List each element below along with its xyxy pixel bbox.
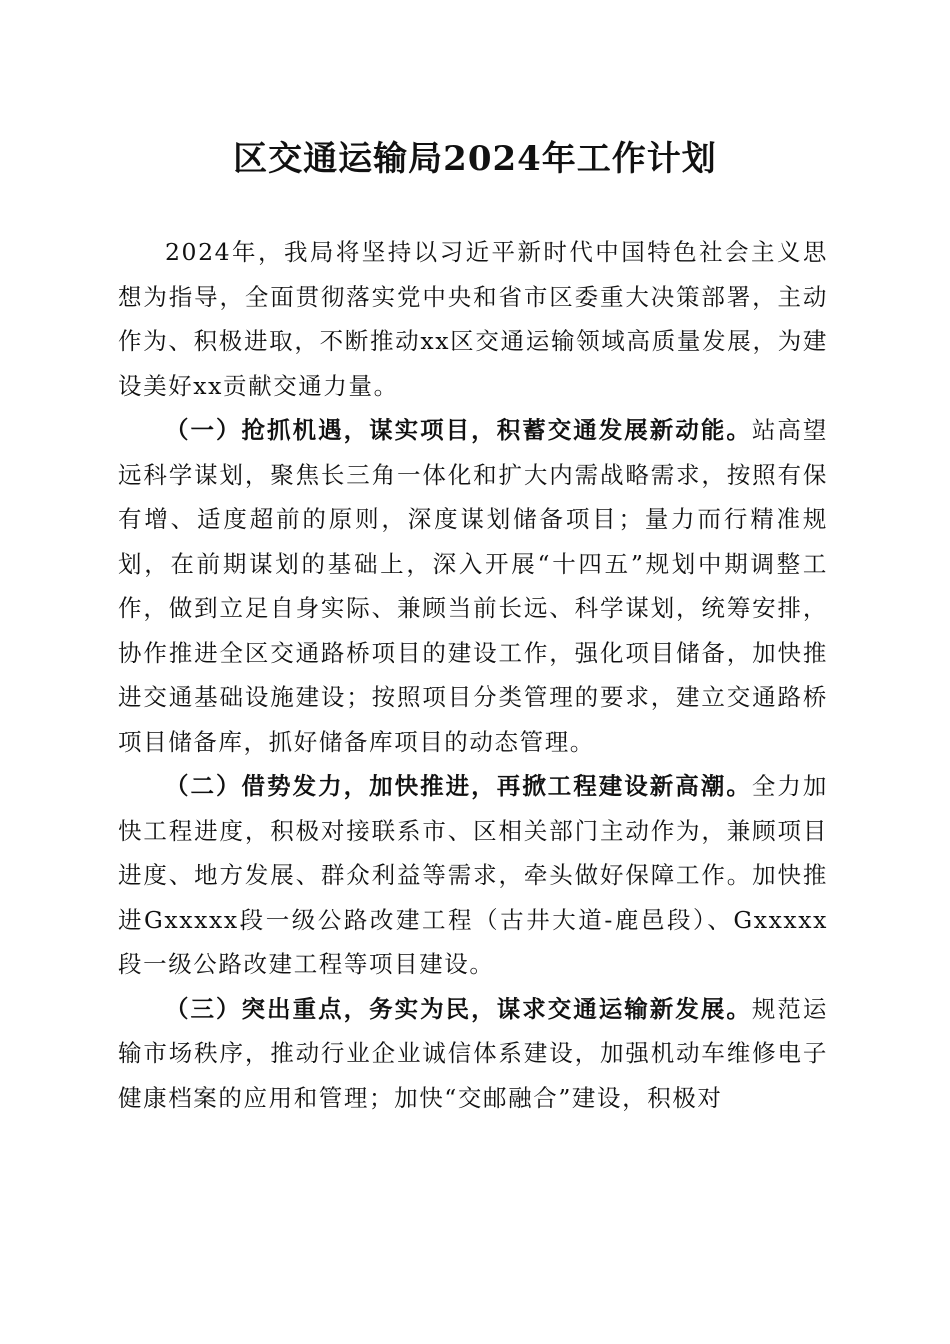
section-two-paragraph [118, 764, 828, 987]
section-one-heading: （一）抢抓机遇，谋实项目，积蓄交通发展新动能。 [165, 416, 752, 444]
section-two-heading: （二）借势发力，加快推进，再掀工程建设新高潮。 [165, 772, 752, 800]
section-three-paragraph [118, 987, 828, 1121]
section-three-text: 规范运输市场秩序，推动行业企业诚信体系建设，加强机动车维修电子健康档案的应用和管理；加快“交邮融合”建设，积极对 [118, 994, 828, 1112]
section-two-text: 全力加快工程进度，积极对接联系市、区相关部门主动作为，兼顾项目进度、地方发展、群众利益等需求，牵头做好保障工作。加快推进Gxxxxx段一级公路改建工程（古井大道-鹿邑段）、Gxxxxx段一级公路改建工程等项目建设。 [118, 772, 828, 978]
document-title: 区交通运输局2024年工作计划 [233, 139, 717, 179]
section-one-paragraph [118, 408, 828, 764]
section-three-heading: （三）突出重点，务实为民，谋求交通运输新发展。 [165, 994, 752, 1023]
paragraph-text: 2024年，我局将坚持以习近平新时代中国特色社会主义思想为指导，全面贯彻落实党中央和省市区委重大决策部署，主动作为、积极进取，不断推动xx区交通运输领域高质量发展，为建设美好xx贡献交通力量。 [118, 238, 828, 400]
section-one-text: 站高望远科学谋划，聚焦长三角一体化和扩大内需战略需求，按照有保有增、适度超前的原则，深度谋划储备项目；量力而行精准规划，在前期谋划的基础上，深入开展“十四五”规划中期调整工作，做到立足自身实际、兼顾当前长远、科学谋划，统筹安排，协作推进全区交通路桥项目的建设工作，强化项目储备，加快推进交通基础设施建设；按照项目分类管理的要求，建立交通路桥项目储备库，抓好储备库项目的动态管理。 [118, 416, 828, 756]
intro-paragraph [118, 230, 828, 408]
document-body [118, 230, 828, 1120]
